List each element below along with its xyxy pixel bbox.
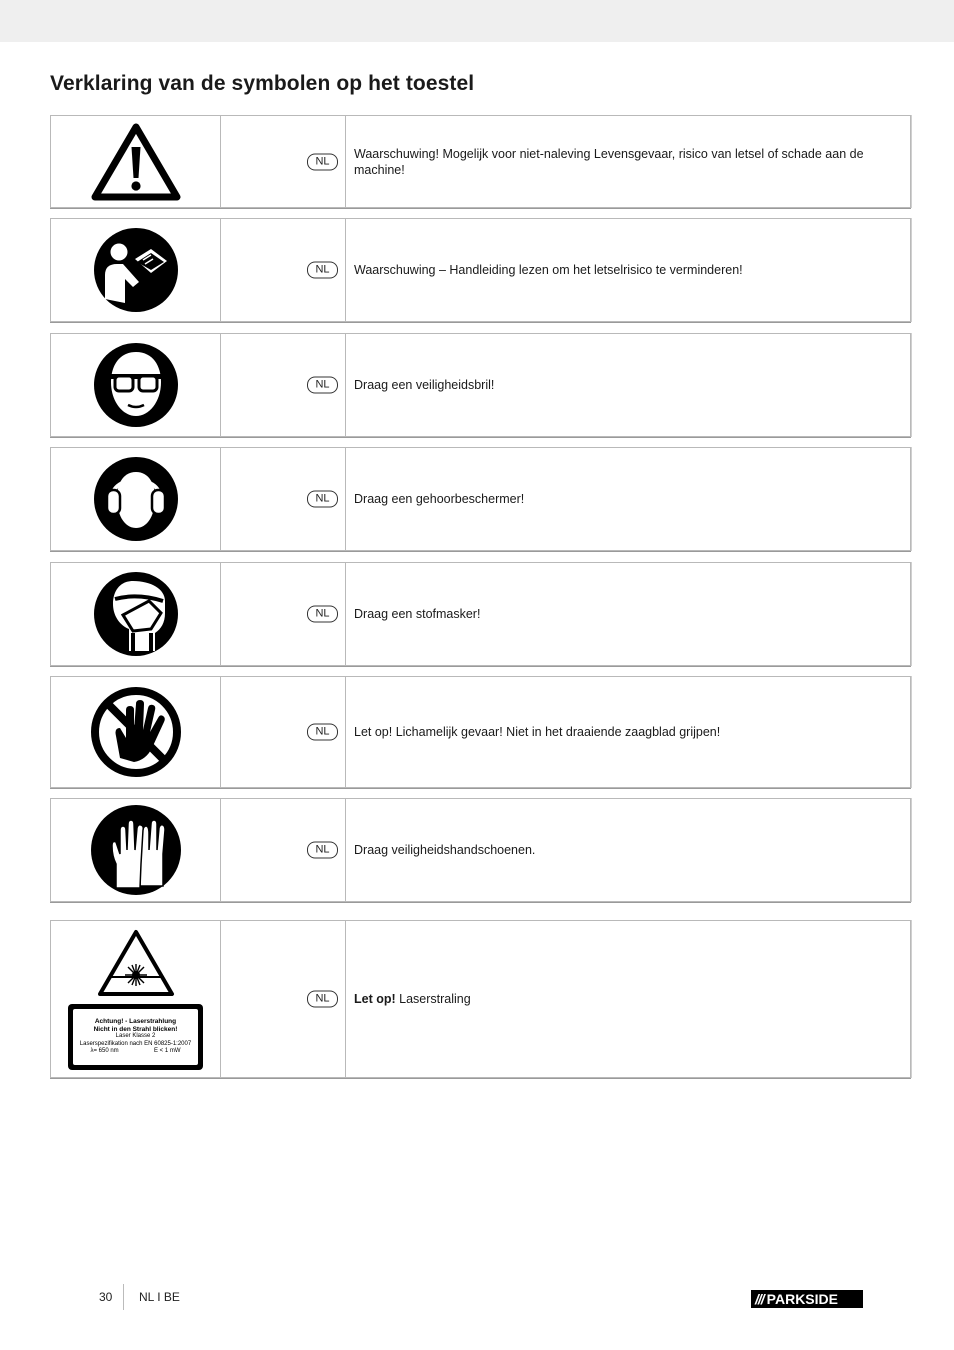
symbol-description: Draag veiligheidshandschoenen.	[354, 843, 536, 857]
symbol-icon-cell	[51, 334, 221, 436]
symbol-row-ear-protection	[50, 447, 911, 551]
laser-label-inner	[73, 1009, 198, 1065]
symbol-lang-cell	[221, 921, 346, 1077]
language-badge: NL	[307, 491, 338, 508]
laser-wavelength: λ= 650 nm	[90, 1048, 119, 1055]
symbol-lang-cell	[221, 219, 346, 321]
symbol-icon-cell	[51, 799, 221, 901]
warning-triangle-icon	[91, 123, 181, 201]
laser-label-line4: Laserspezifikation nach EN 60825-1:2007	[79, 1040, 192, 1047]
gloves-icon	[90, 804, 182, 896]
page-title: Verklaring van de symbolen op het toestel	[50, 72, 475, 95]
symbol-lang-cell	[221, 563, 346, 665]
footer-language: NL I BE	[139, 1290, 180, 1304]
footer-separator	[123, 1284, 124, 1310]
symbol-row-gloves	[50, 798, 911, 902]
symbol-description: Waarschuwing! Mogelijk voor niet-naleving Levensgevaar, risico van letsel of schade aan de machine!	[354, 146, 864, 177]
laser-text: Laserstraling	[395, 992, 471, 1006]
language-badge: NL	[307, 842, 338, 859]
safety-goggles-icon	[93, 342, 179, 428]
symbol-lang-cell	[221, 448, 346, 550]
symbol-description: Draag een gehoorbeschermer!	[354, 492, 525, 506]
symbol-icon-cell	[51, 116, 221, 207]
symbol-icon-cell	[51, 921, 221, 1077]
ear-protection-icon	[93, 456, 179, 542]
parkside-logo	[751, 1290, 863, 1308]
symbol-row-laser	[50, 920, 911, 1078]
symbol-icon-cell	[51, 219, 221, 321]
language-badge: NL	[307, 606, 338, 623]
laser-text-bold: Let op!	[354, 992, 396, 1006]
laser-label-spec	[91, 1048, 181, 1056]
symbol-row-dust-mask	[50, 562, 911, 666]
logo-text: PARKSIDE	[766, 1291, 838, 1307]
laser-label-line2: Nicht in den Strahl blicken!	[93, 1025, 178, 1033]
symbol-lang-cell	[221, 334, 346, 436]
symbol-description: Draag een stofmasker!	[354, 607, 481, 621]
symbol-lang-cell	[221, 799, 346, 901]
symbol-lang-cell	[221, 677, 346, 787]
laser-class-label	[68, 1004, 203, 1070]
page-number: 30	[99, 1290, 113, 1304]
laser-warning-icon	[96, 928, 176, 998]
symbol-lang-cell	[221, 116, 346, 207]
laser-label-line3: Laser Klasse 2	[115, 1033, 156, 1040]
language-badge: NL	[307, 262, 338, 279]
top-band	[0, 0, 954, 42]
language-badge: NL	[307, 724, 338, 741]
laser-label-line1: Achtung! - Laserstrahlung	[94, 1018, 177, 1026]
language-badge: NL	[307, 377, 338, 394]
symbol-description: Draag een veiligheidsbril!	[354, 378, 495, 392]
language-badge: NL	[307, 153, 338, 170]
no-hand-icon	[90, 686, 182, 778]
symbol-row-no-hand	[50, 676, 911, 788]
symbol-row-warning	[50, 115, 911, 208]
symbol-row-read-manual	[50, 218, 911, 322]
symbol-description	[346, 921, 910, 1077]
symbol-icon-cell	[51, 677, 221, 787]
symbol-description: Let op! Lichamelijk gevaar! Niet in het draaiende zaagblad grijpen!	[354, 725, 721, 739]
dust-mask-icon	[93, 571, 179, 657]
symbol-row-goggles	[50, 333, 911, 437]
symbol-description: Waarschuwing – Handleiding lezen om het letselrisico te verminderen!	[354, 263, 743, 277]
symbol-icon-cell	[51, 448, 221, 550]
logo-stripes: ///	[755, 1291, 764, 1307]
read-manual-icon	[93, 227, 179, 313]
symbol-icon-cell	[51, 563, 221, 665]
laser-power: E < 1 mW	[153, 1048, 181, 1055]
language-badge: NL	[307, 991, 338, 1008]
